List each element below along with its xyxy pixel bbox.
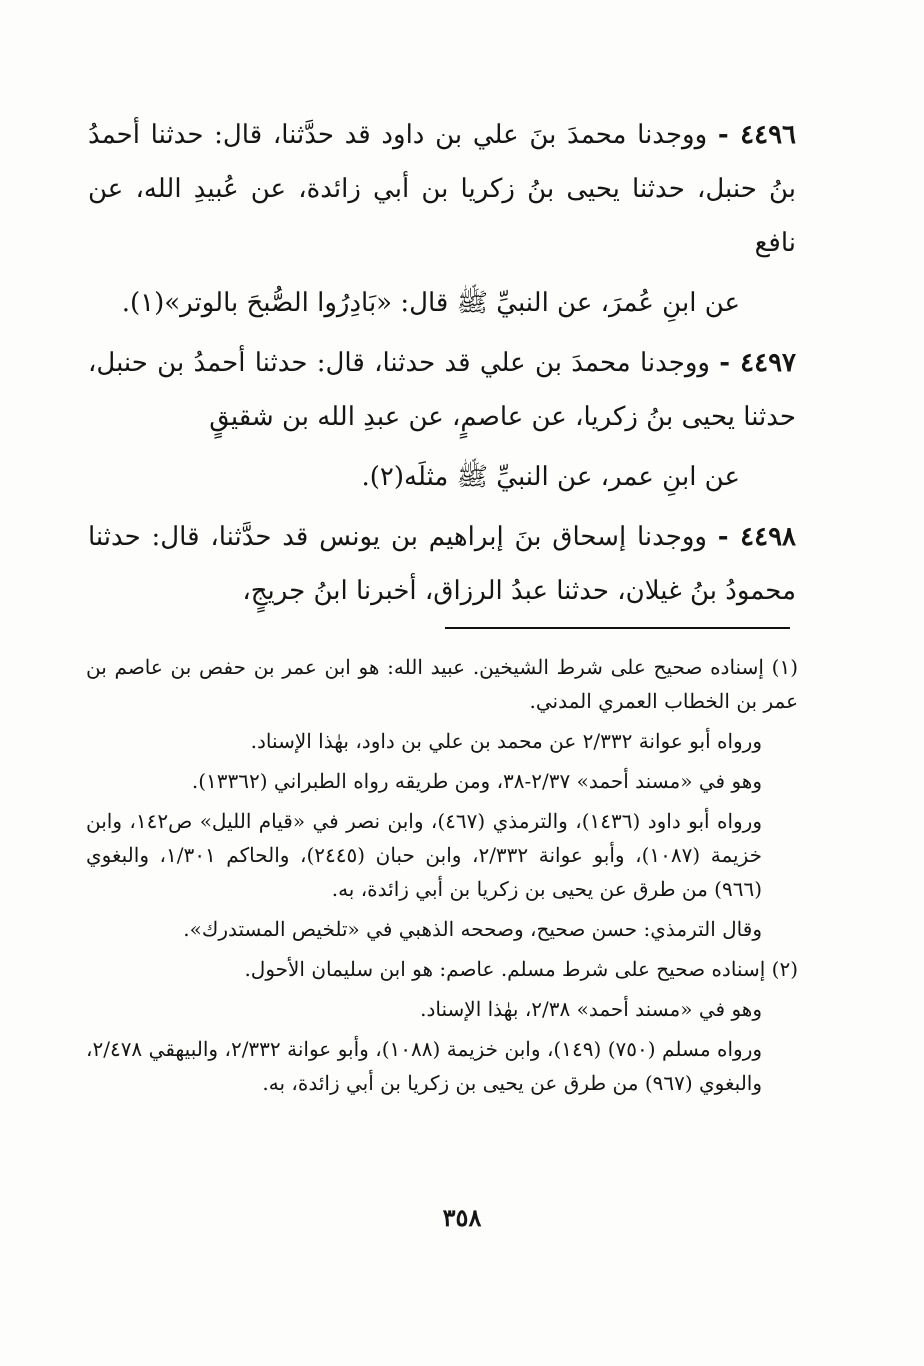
- footnote-1: (١) إسناده صحيح على شرط الشيخين. عبيد الله: هو ابن عمر بن حفص بن عاصم بن عمر بن الخطاب العمري المدني.: [86, 655, 798, 713]
- hadith-4497-matn: عن ابنِ عمر، عن النبيِّ ﷺ مثلَه(٢).: [361, 462, 740, 492]
- footnotes-block: [86, 650, 798, 1106]
- hadith-number: ٤٤٩٧ -: [719, 348, 797, 378]
- hadith-text: ووجدنا إسحاق بنَ إبراهيم بن يونس قد حدَّثنا، قال: حدثنا محمودُ بنُ غيلان، حدثنا عبدُ الرزاق، أخبرنا ابنُ جريجٍ،: [88, 522, 796, 606]
- hadith-4498: [88, 510, 796, 618]
- hadith-text: ووجدنا محمدَ بنَ علي بن داود قد حدَّثنا، قال: حدثنا أحمدُ بنُ حنبل، حدثنا يحيى بنُ زكريا بن أبي زائدة، عن عُبيدِ الله، عن نافع: [88, 120, 796, 258]
- footnote-line: وهو في «مسند أحمد» ٢/٣٨، بهٰذا الإسناد.: [420, 997, 762, 1021]
- hadith-4496-matn: عن ابنِ عُمرَ، عن النبيِّ ﷺ قال: «بَادِرُوا الصُّبحَ بالوتر»(١).: [121, 288, 740, 318]
- footnote-line: ورواه أبو عوانة ٢/٣٣٢ عن محمد بن علي بن داود، بهٰذا الإسناد.: [250, 729, 762, 753]
- footnote-line: وهو في «مسند أحمد» ٢/٣٧-٣٨، ومن طريقه رواه الطبراني (١٣٣٦٢).: [191, 769, 762, 793]
- footnote-line: ورواه مسلم (٧٥٠) (١٤٩)، وابن خزيمة (١٠٨٨)، وأبو عوانة ٢/٣٣٢، والبيهقي ٢/٤٧٨، والبغوي (٩٦٧) من طرق عن يحيى بن زكريا بن أبي زائدة، به.: [86, 1037, 763, 1095]
- hadith-text: ووجدنا محمدَ بن علي قد حدثنا، قال: حدثنا أحمدُ بن حنبل، حدثنا يحيى بنُ زكريا، عن عاصمٍ، عن عبدِ الله بن شقيقٍ: [88, 348, 796, 432]
- footnote-line: ورواه أبو داود (١٤٣٦)، والترمذي (٤٦٧)، وابن نصر في «قيام الليل» ص١٤٢، وابن خزيمة (١٠٨٧)، وأبو عوانة ٢/٣٣٢، وابن حبان (٢٤٤٥)، والحاكم ١/٣٠١، والبغوي (٩٦٦) من طرق عن يحيى بن زكريا بن أبي زائدة، به.: [86, 809, 762, 901]
- hadith-4496: [88, 108, 796, 270]
- footnote-separator: [445, 627, 790, 629]
- footnote-line: وقال الترمذي: حسن صحيح، وصححه الذهبي في «تلخيص المستدرك».: [183, 917, 762, 941]
- footnote-2: (٢) إسناده صحيح على شرط مسلم. عاصم: هو ابن سليمان الأحول.: [244, 957, 798, 981]
- page-number: ٣٥٨: [442, 1203, 482, 1232]
- main-text-block: [88, 108, 796, 624]
- hadith-number: ٤٤٩٦ -: [717, 120, 797, 150]
- hadith-4497: [88, 336, 796, 444]
- hadith-number: ٤٤٩٨ -: [717, 522, 797, 552]
